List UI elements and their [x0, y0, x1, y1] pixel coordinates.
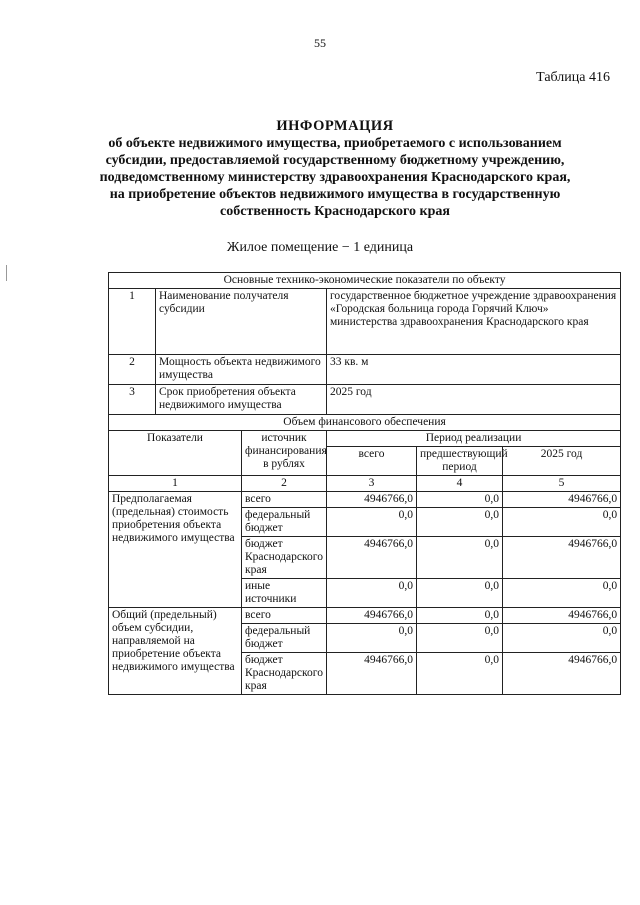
table-row: [109, 289, 621, 355]
prev-cell: 0,0: [417, 653, 503, 695]
year-cell: 0,0: [503, 579, 621, 608]
total-cell: 0,0: [327, 579, 417, 608]
param-number: 3: [109, 385, 156, 415]
info-table: [108, 272, 621, 695]
header-year: 2025 год: [503, 447, 621, 476]
param-value: государственное бюджетное учреждение здравоохранения «Городская больница города Горячий Ключ» министерства здравоохранения Краснодарского края: [327, 289, 621, 355]
param-name: Срок приобретения объекта недвижимого имущества: [156, 385, 327, 415]
header-row: [109, 431, 621, 447]
source-cell: иные источники: [242, 579, 327, 608]
source-cell: всего: [242, 608, 327, 624]
year-cell: 4946766,0: [503, 653, 621, 695]
table-number: Таблица 416: [536, 70, 610, 85]
section-header-row: [109, 273, 621, 289]
group-label: Общий (предельный) объем субсидии, направляемой на приобретение объекта недвижимого имущества: [109, 608, 242, 695]
header-previous: предшествующий период: [417, 447, 503, 476]
subtitle: Жилое помещение − 1 единица: [226, 240, 414, 255]
heading-line: на приобретение объектов недвижимого имущества в государственную: [109, 187, 561, 202]
col-number: 2: [242, 476, 327, 492]
source-cell: федеральный бюджет: [242, 508, 327, 537]
total-cell: 4946766,0: [327, 653, 417, 695]
table-row: [109, 492, 621, 508]
header-source: источник финансирования в рублях: [242, 431, 327, 476]
heading-line: об объекте недвижимого имущества, приобретаемого с использованием: [108, 136, 562, 151]
prev-cell: 0,0: [417, 508, 503, 537]
source-cell: федеральный бюджет: [242, 624, 327, 653]
param-number: 2: [109, 355, 156, 385]
total-cell: 4946766,0: [327, 492, 417, 508]
source-cell: бюджет Краснодарского края: [242, 537, 327, 579]
heading-title: ИНФОРМАЦИЯ: [276, 118, 394, 134]
heading-line: подведомственному министерству здравоохранения Краснодарского края,: [99, 170, 571, 185]
table-row: [109, 608, 621, 624]
year-cell: 4946766,0: [503, 608, 621, 624]
source-cell: бюджет Краснодарского края: [242, 653, 327, 695]
header-total: всего: [327, 447, 417, 476]
header-indicators: Показатели: [109, 431, 242, 476]
column-number-row: [109, 476, 621, 492]
col-number: 3: [327, 476, 417, 492]
page-number: 55: [314, 36, 326, 50]
col-number: 5: [503, 476, 621, 492]
param-name: Мощность объекта недвижимого имущества: [156, 355, 327, 385]
margin-mark: [6, 265, 7, 281]
total-cell: 0,0: [327, 624, 417, 653]
section-header-row: [109, 415, 621, 431]
year-cell: 4946766,0: [503, 492, 621, 508]
table-row: [109, 355, 621, 385]
prev-cell: 0,0: [417, 624, 503, 653]
year-cell: 0,0: [503, 624, 621, 653]
col-number: 4: [417, 476, 503, 492]
param-value: 2025 год: [327, 385, 621, 415]
total-cell: 4946766,0: [327, 537, 417, 579]
param-name: Наименование получателя субсидии: [156, 289, 327, 355]
total-cell: 0,0: [327, 508, 417, 537]
prev-cell: 0,0: [417, 537, 503, 579]
heading-line: субсидии, предоставляемой государственному бюджетному учреждению,: [105, 153, 565, 168]
document-heading: [70, 118, 600, 220]
col-number: 1: [109, 476, 242, 492]
total-cell: 4946766,0: [327, 608, 417, 624]
source-cell: всего: [242, 492, 327, 508]
prev-cell: 0,0: [417, 492, 503, 508]
group-label: Предполагаемая (предельная) стоимость приобретения объекта недвижимого имущества: [109, 492, 242, 608]
param-number: 1: [109, 289, 156, 355]
year-cell: 0,0: [503, 508, 621, 537]
param-value: 33 кв. м: [327, 355, 621, 385]
heading-line: собственность Краснодарского края: [220, 204, 450, 219]
section2-title: Объем финансового обеспечения: [109, 415, 621, 431]
table-row: [109, 385, 621, 415]
year-cell: 4946766,0: [503, 537, 621, 579]
prev-cell: 0,0: [417, 608, 503, 624]
section1-title: Основные технико-экономические показатели по объекту: [109, 273, 621, 289]
prev-cell: 0,0: [417, 579, 503, 608]
header-period: Период реализации: [327, 431, 621, 447]
